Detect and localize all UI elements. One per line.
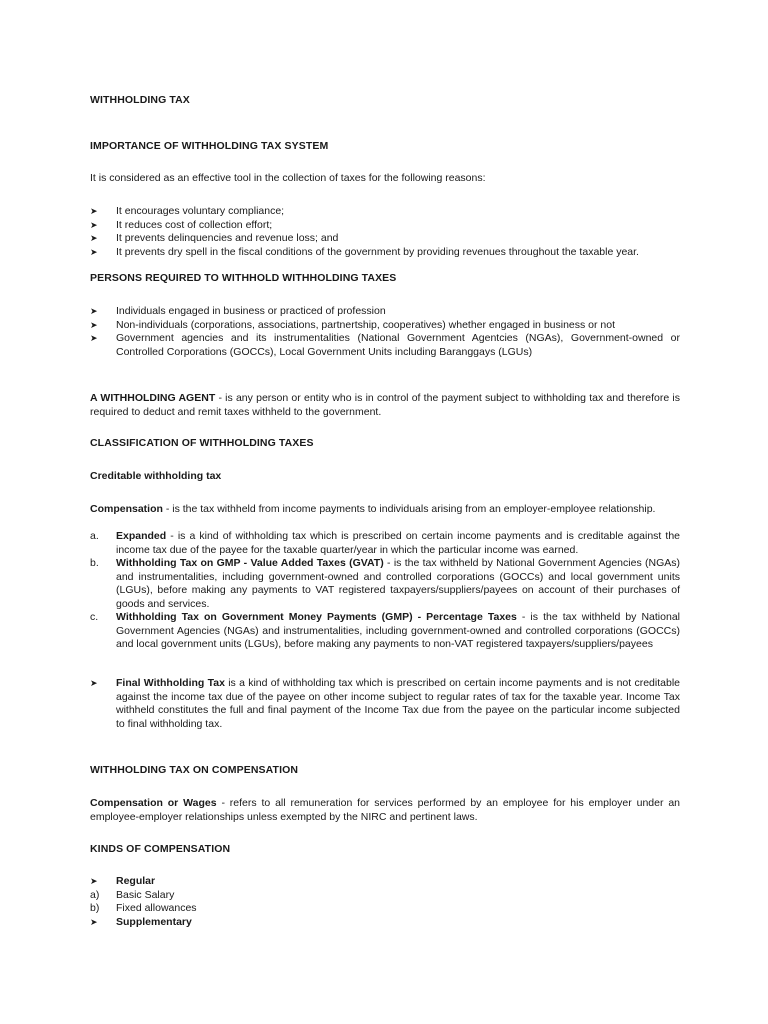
persons-list: [90, 305, 680, 359]
wages-definition: Compensation or Wages - refers to all remuneration for services performed by an employee for his employer under an employee-employer relationships unless exempted by the NIRC and pertinent laws.: [90, 797, 681, 823]
classification-list: [90, 530, 680, 652]
arrow-bullet-icon: ➤: [90, 206, 98, 216]
classification-heading: CLASSIFICATION OF WITHHOLDING TAXES: [90, 437, 314, 449]
list-item: b) Fixed allowances: [90, 902, 197, 914]
agent-term: A WITHHOLDING AGENT: [90, 392, 216, 404]
list-item: c. Withholding Tax on Government Money Payments (GMP) - Percentage Taxes - is the tax withheld by National Government Agencies (NGAs) and instrumentalities, including government-owned and controlled corporations (GOCCs) and local government units (LGUs), before making any payments to non-VAT registered taxpayers/suppliers/payees: [90, 611, 680, 650]
list-item: ➤ It prevents dry spell in the fiscal conditions of the government by providing revenues throughout the taxable year.: [90, 245, 639, 258]
final-withholding-item: [90, 677, 680, 731]
compensation-heading: WITHHOLDING TAX ON COMPENSATION: [90, 764, 299, 776]
list-item: ➤ Non-individuals (corporations, associations, partnertship, cooperatives) whether engaged in business or not: [90, 318, 616, 331]
withholding-agent-definition: A WITHHOLDING AGENT - is any person or entity who is in control of the payment subject to withholding tax and therefore is required to deduct and remit taxes withheld to the government.: [90, 392, 680, 418]
list-item: ➤ It encourages voluntary compliance;: [90, 205, 285, 217]
arrow-bullet-icon: ➤: [90, 333, 98, 343]
arrow-bullet-icon: ➤: [90, 319, 98, 330]
list-item: ➤ Individuals engaged in business or practiced of profession: [90, 305, 386, 317]
list-item: ➤ Final Withholding Tax is a kind of withholding tax which is prescribed on certain income payments and is not creditable against the income tax due of the payee on other income subject to regular rates of tax for the taxable year. Income Tax withheld constitutes the full and final payment of the Income Tax due from the payee on the particular income subjected to final withholding tax.: [90, 677, 680, 730]
list-item: ➤ Supplementary: [90, 915, 192, 928]
kinds-heading: KINDS OF COMPENSATION: [90, 843, 231, 855]
arrow-bullet-icon: ➤: [90, 916, 98, 927]
list-item: ➤ Regular: [90, 875, 156, 887]
arrow-bullet-icon: ➤: [90, 246, 98, 257]
list-item: a) Basic Salary: [90, 888, 175, 901]
reasons-list: [90, 205, 680, 259]
doc-title: WITHHOLDING TAX: [90, 94, 190, 106]
arrow-bullet-icon: ➤: [90, 678, 98, 688]
arrow-bullet-icon: ➤: [90, 233, 98, 243]
importance-heading: IMPORTANCE OF WITHHOLDING TAX SYSTEM: [90, 140, 329, 152]
list-item: b. Withholding Tax on GMP - Value Added Taxes (GVAT) - is the tax withheld by National Government Agencies (NGAs) and instrumentalities, including government-owned and controlled corporations (GOCCs) and local government units (LGUs), before making any payments to VAT registered taxpayers/suppliers/payees on account of their purchases of goods and services.: [90, 557, 680, 610]
compensation-definition: Compensation - is the tax withheld from income payments to individuals arising from an employer-employee relationship.: [90, 503, 656, 515]
persons-heading: PERSONS REQUIRED TO WITHHOLD WITHHOLDING TAXES: [90, 272, 397, 284]
list-item: ➤ Government agencies and its instrumentalities (National Government Agentcies (NGAs), Government-owned or Controlled Corporations (GOCCs), Local Government Units including Baranggays (LGUs): [90, 332, 680, 358]
arrow-bullet-icon: ➤: [90, 219, 98, 230]
importance-intro: It is considered as an effective tool in the collection of taxes for the following reasons:: [90, 172, 486, 184]
list-item: a. Expanded - is a kind of withholding tax which is prescribed on certain income payments and is creditable against the income tax due of the payee for the taxable quarter/year in which the particular income was earned.: [90, 530, 680, 556]
kinds-list: [90, 875, 680, 929]
list-item: ➤ It prevents delinquencies and revenue loss; and: [90, 232, 339, 244]
arrow-bullet-icon: ➤: [90, 876, 98, 886]
list-item: ➤ It reduces cost of collection effort;: [90, 218, 273, 231]
arrow-bullet-icon: ➤: [90, 306, 98, 316]
creditable-subheading: Creditable withholding tax: [90, 470, 222, 482]
